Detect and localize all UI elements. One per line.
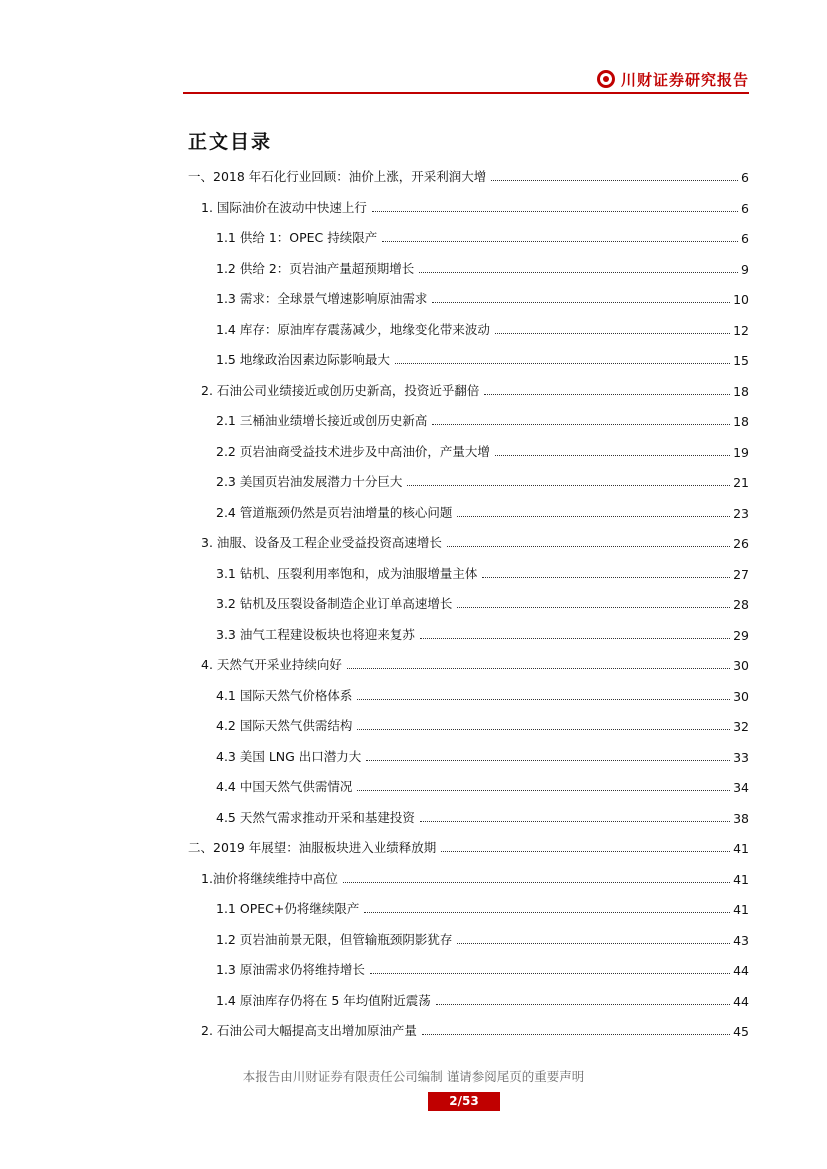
toc-entry-title: 4. 天然气开采业持续向好: [201, 657, 342, 672]
toc-entry-page: 44: [733, 994, 749, 1009]
toc-dot-leader: [422, 1034, 730, 1035]
toc-dot-leader: [441, 851, 730, 852]
toc-entry-title: 2.2 页岩油商受益技术进步及中高油价，产量大增: [216, 444, 490, 459]
toc-entry-title: 二、2019 年展望：油服板块进入业绩释放期: [188, 840, 437, 855]
toc-entry-title: 2. 石油公司业绩接近或创历史新高，投资近乎翻倍: [201, 383, 480, 398]
toc-entry[interactable]: [216, 226, 749, 246]
toc-entry[interactable]: [216, 592, 749, 612]
toc-entry[interactable]: [201, 867, 749, 887]
toc-entry[interactable]: [201, 531, 749, 551]
toc-entry-page: 41: [733, 841, 749, 856]
toc-entry-page: 33: [733, 750, 749, 765]
toc-entry-title: 4.5 天然气需求推动开采和基建投资: [216, 810, 415, 825]
toc-entry-title: 1.2 供给 2：页岩油产量超预期增长: [216, 261, 415, 276]
toc-entry-page: 43: [733, 933, 749, 948]
toc-entry-page: 34: [733, 780, 749, 795]
toc-dot-leader: [357, 729, 730, 730]
toc-entry-page: 23: [733, 506, 749, 521]
toc-dot-leader: [420, 638, 730, 639]
toc-entry-title: 3. 油服、设备及工程企业受益投资高速增长: [201, 535, 442, 550]
brand: [597, 68, 749, 90]
toc-entry-page: 27: [733, 567, 749, 582]
toc-entry[interactable]: [216, 714, 749, 734]
footer-disclaimer: 本报告由川财证券有限责任公司编制 谨请参阅尾页的重要声明: [242, 1069, 585, 1084]
toc-entry-title: 1.5 地缘政治因素边际影响最大: [216, 352, 390, 367]
toc-dot-leader: [432, 424, 730, 425]
toc-entry-title: 1.1 供给 1：OPEC 持续限产: [216, 230, 378, 245]
header-divider: [183, 92, 749, 94]
toc-entry[interactable]: [216, 348, 749, 368]
toc-entry[interactable]: [216, 440, 749, 460]
toc-dot-leader: [491, 180, 738, 181]
toc-entry[interactable]: [216, 318, 749, 338]
toc-entry[interactable]: [216, 287, 749, 307]
page-title: 正文目录: [188, 131, 273, 153]
toc-entry-page: 45: [733, 1024, 749, 1039]
toc-entry-page: 10: [733, 292, 749, 307]
toc-entry[interactable]: [216, 989, 749, 1009]
toc-dot-leader: [482, 577, 730, 578]
chuancai-logo-icon: [597, 70, 615, 88]
brand-name: 川财证券研究报告: [620, 70, 749, 89]
toc-entry[interactable]: [201, 379, 749, 399]
toc-entry-title: 4.2 国际天然气供需结构: [216, 718, 353, 733]
toc-entry-page: 6: [741, 170, 749, 185]
toc-dot-leader: [382, 241, 738, 242]
toc-entry-page: 38: [733, 811, 749, 826]
toc-dot-leader: [364, 912, 730, 913]
toc-entry-page: 28: [733, 597, 749, 612]
toc-dot-leader: [495, 333, 730, 334]
toc-dot-leader: [447, 546, 730, 547]
toc-entry-title: 2. 石油公司大幅提高支出增加原油产量: [201, 1023, 417, 1038]
toc-entry-page: 6: [741, 231, 749, 246]
toc-dot-leader: [457, 607, 730, 608]
toc-dot-leader: [419, 272, 738, 273]
toc-dot-leader: [420, 821, 730, 822]
toc-entry-title: 4.1 国际天然气价格体系: [216, 688, 353, 703]
toc-dot-leader: [457, 943, 730, 944]
toc-entry[interactable]: [216, 409, 749, 429]
toc-dot-leader: [357, 790, 730, 791]
toc-entry[interactable]: [216, 257, 749, 277]
toc-dot-leader: [343, 882, 730, 883]
toc-dot-leader: [436, 1004, 730, 1005]
toc-entry-title: 2.1 三桶油业绩增长接近或创历史新高: [216, 413, 428, 428]
toc-entry-page: 15: [733, 353, 749, 368]
toc-entry-page: 9: [741, 262, 749, 277]
toc-dot-leader: [372, 211, 738, 212]
toc-dot-leader: [395, 363, 730, 364]
toc-entry-page: 18: [733, 384, 749, 399]
toc-entry[interactable]: [216, 928, 749, 948]
toc-entry-title: 2.4 管道瓶颈仍然是页岩油增量的核心问题: [216, 505, 453, 520]
toc-entry-title: 1.4 原油库存仍将在 5 年均值附近震荡: [216, 993, 431, 1008]
toc-entry-title: 1.4 库存：原油库存震荡减少，地缘变化带来波动: [216, 322, 490, 337]
toc-entry-title: 1.2 页岩油前景无限，但管输瓶颈阴影犹存: [216, 932, 453, 947]
toc-dot-leader: [495, 455, 730, 456]
toc-entry-page: 32: [733, 719, 749, 734]
toc-dot-leader: [484, 394, 730, 395]
toc-entry[interactable]: [216, 501, 749, 521]
toc-entry[interactable]: [201, 1019, 749, 1039]
toc-entry[interactable]: [201, 196, 749, 216]
toc-dot-leader: [370, 973, 730, 974]
toc-entry-title: 1. 国际油价在波动中快速上行: [201, 200, 367, 215]
toc-entry-page: 21: [733, 475, 749, 490]
toc-entry-page: 26: [733, 536, 749, 551]
toc-entry-page: 30: [733, 658, 749, 673]
toc-entry-title: 3.2 钻机及压裂设备制造企业订单高速增长: [216, 596, 453, 611]
toc-entry-title: 3.3 油气工程建设板块也将迎来复苏: [216, 627, 415, 642]
toc-entry-title: 1.3 原油需求仍将维持增长: [216, 962, 365, 977]
toc-entry-title: 3.1 钻机、压裂利用率饱和，成为油服增量主体: [216, 566, 478, 581]
toc-entry[interactable]: [188, 165, 749, 185]
toc-entry[interactable]: [216, 958, 749, 978]
toc-entry-page: 12: [733, 323, 749, 338]
toc-dot-leader: [407, 485, 730, 486]
toc-entry-title: 4.4 中国天然气供需情况: [216, 779, 353, 794]
toc-dot-leader: [347, 668, 730, 669]
toc-entry-title: 1.3 需求：全球景气增速影响原油需求: [216, 291, 428, 306]
toc-entry-page: 41: [733, 872, 749, 887]
toc-entry-title: 4.3 美国 LNG 出口潜力大: [216, 749, 362, 764]
toc-entry-page: 6: [741, 201, 749, 216]
toc-entry-title: 一、2018 年石化行业回顾：油价上涨，开采利润大增: [188, 169, 487, 184]
page-header: [183, 68, 749, 92]
toc-entry[interactable]: [201, 653, 749, 673]
toc-entry-page: 29: [733, 628, 749, 643]
toc-dot-leader: [366, 760, 730, 761]
toc-entry[interactable]: [216, 562, 749, 582]
toc-entry[interactable]: [216, 806, 749, 826]
toc-entry[interactable]: [216, 775, 749, 795]
toc-entry[interactable]: [216, 470, 749, 490]
toc-entry[interactable]: [216, 745, 749, 765]
toc-entry[interactable]: [216, 623, 749, 643]
toc-entry-title: 1.1 OPEC+仍将继续限产: [216, 901, 360, 916]
toc-entry-page: 44: [733, 963, 749, 978]
toc-entry-page: 30: [733, 689, 749, 704]
toc-entry[interactable]: [188, 836, 749, 856]
toc-entry-title: 2.3 美国页岩油发展潜力十分巨大: [216, 474, 403, 489]
toc-entry-page: 18: [733, 414, 749, 429]
toc-dot-leader: [432, 302, 730, 303]
toc-entry[interactable]: [216, 684, 749, 704]
toc-entry-title: 1.油价将继续维持中高位: [201, 871, 338, 886]
toc-entry[interactable]: [216, 897, 749, 917]
toc-entry-page: 41: [733, 902, 749, 917]
toc-dot-leader: [457, 516, 730, 517]
page-number-badge: 2/53: [428, 1092, 500, 1111]
toc-entry-page: 19: [733, 445, 749, 460]
toc-dot-leader: [357, 699, 730, 700]
